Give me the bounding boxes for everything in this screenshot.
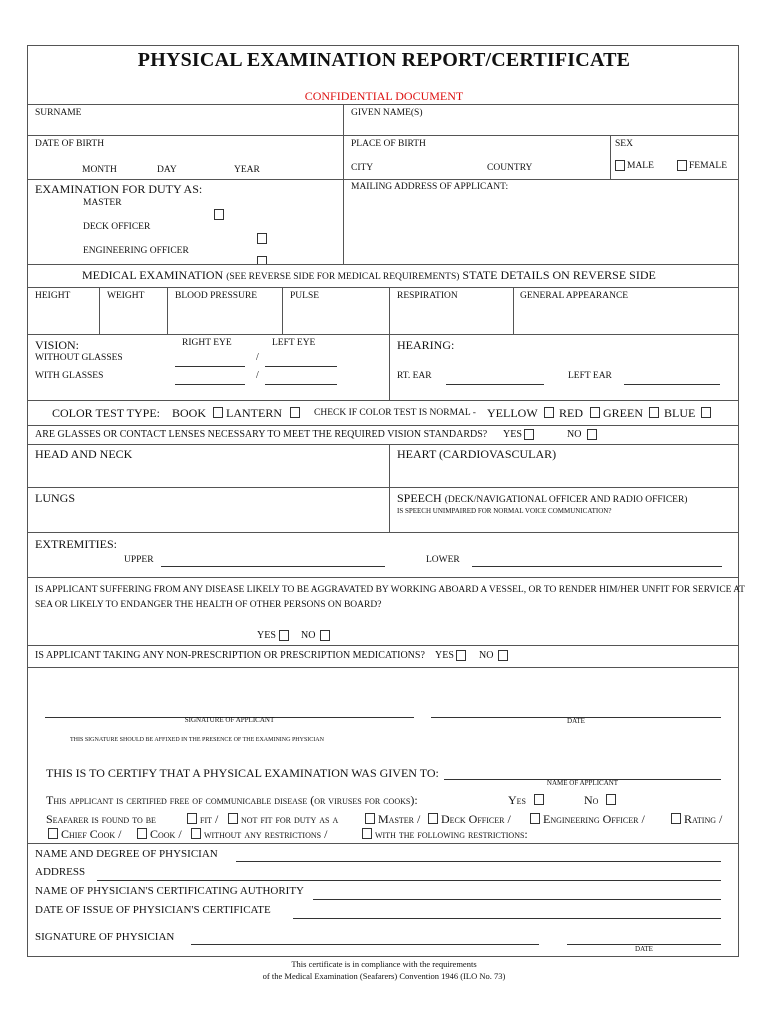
communicable-no-checkbox[interactable] [606,794,616,805]
divider [610,135,611,179]
divider [27,487,739,488]
divider [27,104,739,105]
footer-line2: of the Medical Examination (Seafarers) Convention 1946 (ILO No. 73) [262,971,506,981]
disease-no-label: NO [301,630,316,641]
cook-checkbox[interactable] [137,828,147,839]
page-title: PHYSICAL EXAMINATION REPORT/CERTIFICATE [137,49,631,71]
lantern-label: LANTERN [226,406,282,420]
respiration-label: RESPIRATION [397,291,458,301]
fit-checkbox[interactable] [187,813,197,824]
speech-label: SPEECH (DECK/NAVIGATIONAL OFFICER AND RADIO OFFICER) [397,491,688,505]
cert-rating-label: Rating / [684,812,723,826]
head-neck-label: HEAD AND NECK [35,447,133,461]
right-eye-label: RIGHT EYE [182,338,232,348]
place-of-birth-label: PLACE OF BIRTH [351,139,426,149]
divider [27,287,739,288]
master-checkbox[interactable] [214,209,224,220]
divider [343,104,344,264]
with-glasses-right-field[interactable] [175,384,245,385]
medical-exam-heading: MEDICAL EXAMINATION (SEE REVERSE SIDE FOR MEDICAL REQUIREMENTS) STATE DETAILS ON REVERSE SIDE [82,268,656,282]
engineering-officer-checkbox[interactable] [257,256,267,264]
medication-yes-checkbox[interactable] [456,650,466,661]
communicable-no-label: No [584,793,599,807]
slash: / [256,352,259,363]
surname-label: SURNAME [35,108,82,118]
day-label: DAY [157,165,177,175]
chief-cook-checkbox[interactable] [48,828,58,839]
divider [389,444,390,532]
medication-no-checkbox[interactable] [498,650,508,661]
authority-field[interactable] [313,899,721,900]
disease-question-line2: SEA OR LIKELY TO ENDANGER THE HEALTH OF OTHER PERSONS ON BOARD? [35,600,382,610]
city-label: CITY [351,163,374,173]
divider [27,425,739,426]
divider [27,577,739,578]
without-glasses-label: WITHOUT GLASSES [35,353,123,363]
divider [27,645,739,646]
lungs-label: LUNGS [35,491,76,505]
dob-label: DATE OF BIRTH [35,139,105,149]
confidential-label: CONFIDENTIAL DOCUMENT [304,89,464,103]
glasses-yes-checkbox[interactable] [524,429,534,440]
glasses-question: ARE GLASSES OR CONTACT LENSES NECESSARY TO MEET THE REQUIRED VISION STANDARDS? [35,429,488,440]
female-label: FEMALE [689,161,727,171]
extremities-label: EXTREMITIES: [35,537,117,551]
weight-label: WEIGHT [107,291,145,301]
blue-label: BLUE [664,406,696,420]
book-checkbox[interactable] [213,407,223,418]
engineering-officer-label: ENGINEERING OFFICER [83,246,189,256]
lower-label: LOWER [426,555,460,565]
medication-question: IS APPLICANT TAKING ANY NON-PRESCRIPTION OR PRESCRIPTION MEDICATIONS? [35,650,425,661]
cert-master-label: Master / [378,812,421,826]
disease-yes-label: YES [257,630,276,641]
communicable-text: This applicant is certified free of communicable disease (or viruses for cooks): [46,793,418,807]
with-restrictions-checkbox[interactable] [362,828,372,839]
physician-name-field[interactable] [236,861,721,862]
deck-officer-checkbox[interactable] [257,233,267,244]
applicant-name-label: NAME OF APPLICANT [546,779,619,787]
physician-address-field[interactable] [97,880,721,881]
color-normal-label: CHECK IF COLOR TEST IS NORMAL - [314,408,476,418]
medication-no-label: NO [479,650,494,661]
yellow-label: YELLOW [487,406,538,420]
month-label: MONTH [82,165,117,175]
medication-yes-label: YES [435,650,454,661]
hearing-heading: HEARING: [397,338,455,352]
height-label: HEIGHT [35,291,71,301]
divider [27,135,739,136]
not-fit-label: not fit for duty as a [241,812,339,826]
physician-name-label: NAME AND DEGREE OF PHYSICIAN [35,848,218,860]
rt-ear-label: RT. EAR [397,371,432,381]
physician-signature-field[interactable] [191,944,539,945]
divider [167,287,168,334]
divider [27,179,739,180]
with-restrictions-label: with the following restrictions: [375,827,528,841]
green-label: GREEN [603,406,643,420]
certify-text: THIS IS TO CERTIFY THAT A PHYSICAL EXAMINATION WAS GIVEN TO: [46,766,439,780]
master-label: MASTER [83,198,122,208]
divider [27,334,739,335]
upper-label: UPPER [124,555,154,565]
divider [513,287,514,334]
mailing-address-label: MAILING ADDRESS OF APPLICANT: [351,182,509,192]
rt-ear-field[interactable] [446,384,544,385]
footer-line1: This certificate is in compliance with the requirements [291,959,477,969]
lantern-checkbox[interactable] [290,407,300,418]
authority-label: NAME OF PHYSICIAN'S CERTIFICATING AUTHORITY [35,885,305,897]
yellow-checkbox[interactable] [544,407,554,418]
pulse-label: PULSE [290,291,320,301]
disease-question-line1: IS APPLICANT SUFFERING FROM ANY DISEASE LIKELY TO BE AGGRAVATED BY WORKING ABOARD A VESSEL, OR TO RENDER HIM/HER UNFIT FOR SERVICE AT [35,585,745,595]
divider [27,532,739,533]
applicant-signature-label: SIGNATURE OF APPLICANT [184,716,275,724]
book-label: BOOK [172,406,207,420]
duty-heading: EXAMINATION FOR DUTY AS: [35,182,203,196]
vision-heading: VISION: [35,338,79,352]
physician-address-label: ADDRESS [35,866,86,878]
year-label: YEAR [234,165,260,175]
date-issue-field[interactable] [293,918,721,919]
divider [27,843,739,844]
date-issue-label: DATE OF ISSUE OF PHYSICIAN'S CERTIFICATE [35,904,271,916]
slash: / [256,370,259,381]
red-label: RED [559,406,583,420]
communicable-yes-label: Yes [508,793,527,807]
divider [282,287,283,334]
divider [27,667,739,668]
divider [389,287,390,400]
heart-label: HEART (CARDIOVASCULAR) [397,447,557,461]
female-checkbox[interactable] [677,160,687,171]
without-glasses-right-field[interactable] [175,366,245,367]
without-restrictions-label: without any restrictions / [204,827,328,841]
blood-pressure-label: BLOOD PRESSURE [175,291,258,301]
lower-field[interactable] [472,566,722,567]
color-test-label: COLOR TEST TYPE: [52,406,161,420]
cert-master-checkbox[interactable] [365,813,375,824]
glasses-no-checkbox[interactable] [587,429,597,440]
general-appearance-label: GENERAL APPEARANCE [520,291,629,301]
cert-engineering-officer-checkbox[interactable] [530,813,540,824]
communicable-yes-checkbox[interactable] [534,794,544,805]
glasses-no-label: NO [567,429,582,440]
left-ear-label: LEFT EAR [568,371,612,381]
cert-deck-officer-checkbox[interactable] [428,813,438,824]
sex-label: SEX [615,139,633,149]
with-glasses-left-field[interactable] [265,384,337,385]
fit-label: fit / [200,812,219,826]
physician-date-label: DATE [635,945,653,953]
without-glasses-left-field[interactable] [265,366,337,367]
physician-signature-label: SIGNATURE OF PHYSICIAN [35,931,175,943]
not-fit-checkbox[interactable] [228,813,238,824]
applicant-date-label: DATE [567,717,585,725]
cook-label: Cook / [150,827,182,841]
left-ear-field[interactable] [624,384,720,385]
disease-no-checkbox[interactable] [320,630,330,641]
blue-checkbox[interactable] [701,407,711,418]
male-checkbox[interactable] [615,160,625,171]
speech-question: IS SPEECH UNIMPAIRED FOR NORMAL VOICE COMMUNICATION? [397,507,612,515]
left-eye-label: LEFT EYE [272,338,316,348]
upper-field[interactable] [161,566,385,567]
male-label: MALE [627,161,654,171]
cert-engineering-officer-label: Engineering Officer / [543,812,645,826]
red-checkbox[interactable] [590,407,600,418]
deck-officer-label: DECK OFFICER [83,222,151,232]
divider [27,400,739,401]
signature-note: THIS SIGNATURE SHOULD BE AFFIXED IN THE PRESENCE OF THE EXAMINING PHYSICIAN [70,737,324,743]
divider [99,287,100,334]
cert-rating-checkbox[interactable] [671,813,681,824]
given-names-label: GIVEN NAME(S) [351,108,423,118]
glasses-yes-label: YES [503,429,522,440]
found-prefix-label: Seafarer is found to be [46,812,156,826]
chief-cook-label: Chief Cook / [61,827,122,841]
divider [27,264,739,265]
divider [27,444,739,445]
country-label: COUNTRY [487,163,533,173]
with-glasses-label: WITH GLASSES [35,371,104,381]
green-checkbox[interactable] [649,407,659,418]
disease-yes-checkbox[interactable] [279,630,289,641]
without-restrictions-checkbox[interactable] [191,828,201,839]
cert-deck-officer-label: Deck Officer / [441,812,511,826]
